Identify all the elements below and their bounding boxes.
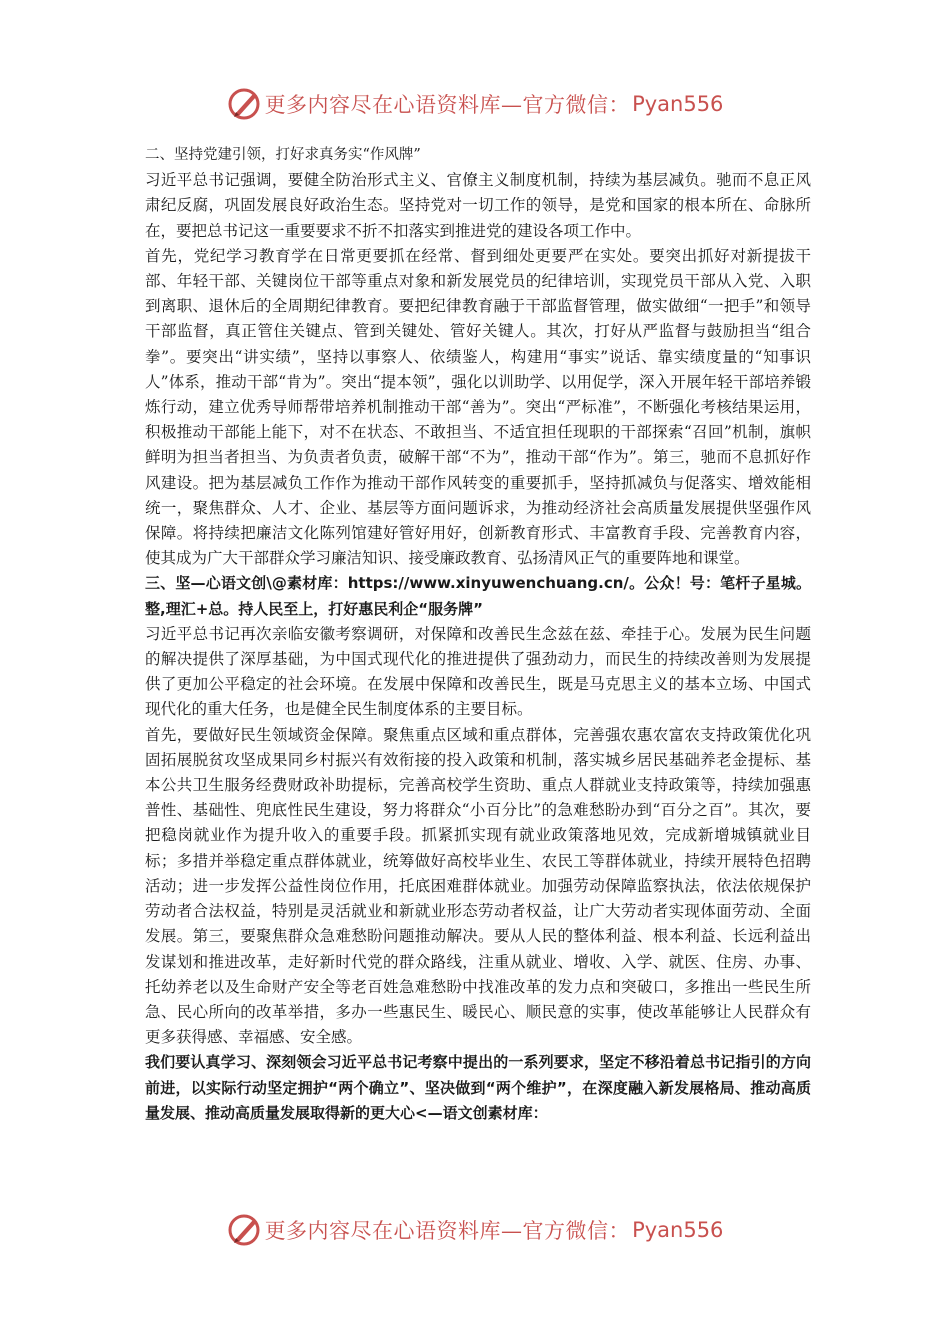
paragraph: 首先，党纪学习教育学在日常更要抓在经常、督到细处更要严在实处。要突出抓好对新提拔干部、年轻干部、关键岗位干部等重点对象和新发展党员的纪律培训，实现党员干部从入党、入职到离职、退休后的全周期纪律教育。要把纪律教育融于干部监督管理，做实做细“一把手”和领导干部监督，真正管住关键点、管到关键处、管好关键人。其次，打好从严监督与鼓励担当“组合拳”。要突出“讲实绩”，坚持以事察人、依绩鉴人，构建用“事实”说话、靠实绩度量的“知事识人”体系，推动干部“肯为”。突出“提本领”，强化以训助学、以用促学，深入开展年轻干部培养锻炼行动，建立优秀导师帮带培养机制推动干部“善为”。突出“严标准”，不断强化考核结果运用，积极推动干部能上能下，对不在状态、不敢担当、不适宜担任现职的干部探索“召回”机制，旗帜鲜明为担当者担当、为负责者负责，破解干部“不为”，推动干部“作为”。第三，驰而不息抓好作风建设。把为基层减负工作作为推动干部作风转变的重要抓手，坚持抓减负与促落实、增效能相统一，聚焦群众、人才、企业、基层等方面问题诉求，为推动经济社会高质量发展提供坚强作风保障。将持续把廉洁文化陈列馆建好管好用好，创新教育形式、丰富教育手段、完善教育内容，使其成为广大干部群众学习廉洁知识、接受廉政教育、弘扬清风正气的重要阵地和课堂。	[145, 246, 811, 568]
banner-text: 更多内容尽在心语资料库—官方微信：	[264, 93, 631, 117]
header-watermark-banner	[0, 82, 950, 126]
pen-logo-icon	[227, 87, 261, 121]
section-heading-2: 二、坚持党建引领，打好求真务实“作风牌”	[145, 147, 421, 163]
banner-text: 更多内容尽在心语资料库—官方微信：	[264, 1219, 631, 1243]
paragraph: 首先，要做好民生领域资金保障。聚焦重点区域和重点群体，完善强农惠农富农支持政策优化巩固拓展脱贫攻坚成果同乡村振兴有效衔接的投入政策和机制，落实城乡居民基础养老金提标、基本公共卫生服务经费财政补助提标，完善高校学生资助、重点人群就业支持政策等，持续加强惠普性、基础性、兜底性民生建设，努力将群众“小百分比”的急难愁盼办到“百分之百”。其次，要把稳岗就业作为提升收入的重要手段。抓紧抓实现有就业政策落地见效，完成新增城镇就业目标；多措并举稳定重点群体就业，统筹做好高校毕业生、农民工等群体就业，持续开展特色招聘活动；进一步发挥公益性岗位作用，托底困难群体就业。加强劳动保障监察执法，依法依规保护劳动者合法权益，特别是灵活就业和新就业形态劳动者权益，让广大劳动者实现体面劳动、全面发展。第三，要聚焦群众急难愁盼问题推动解决。要从人民的整体利益、根本利益、长远利益出发谋划和推进改革，走好新时代党的群众路线，注重从就业、增收、入学、就医、住房、办事、托幼养老以及生命财产安全等老百姓急难愁盼中找准改革的发力点和突破口，多推出一些民生所急、民心所向的改革举措，多办一些惠民生、暖民心、顺民意的实事，使改革能够让人民群众有更多获得感、幸福感、安全感。	[145, 725, 811, 1047]
section-heading-3: 三、坚—心语文创\@素材库：https://www.xinyuwenchuang.cn/。公众！号：笔杆子星城。整,理汇+总。持人民至上，打好惠民利企“服务牌”	[145, 574, 811, 618]
wechat-id: Pyan556	[632, 1218, 724, 1242]
closing-paragraph: 我们要认真学习、深刻领会习近平总书记考察中提出的一系列要求，坚定不移沿着总书记指引的方向前进，以实际行动坚定拥护“两个确立”、坚决做到“两个维护”，在深度融入新发展格局、推动高质量发展、推动高质量发展取得新的更大心<—语文创素材库：	[145, 1053, 811, 1122]
paragraph: 习近平总书记再次亲临安徽考察调研，对保障和改善民生念兹在兹、牵挂于心。发展为民生问题的解决提供了深厚基础，为中国式现代化的推进提供了强劲动力，而民生的持续改善则为发展提供了更加公平稳定的社会环境。在发展中保障和改善民生，既是马克思主义的基本立场、中国式现代化的重大任务，也是健全民生制度体系的主要目标。	[145, 624, 811, 719]
document-body	[145, 143, 811, 1126]
paragraph: 习近平总书记强调，要健全防治形式主义、官僚主义制度机制，持续为基层减负。驰而不息正风肃纪反腐，巩固发展良好政治生态。坚持党对一切工作的领导，是党和国家的根本所在、命脉所在，要把总书记这一重要要求不折不扣落实到推进党的建设各项工作中。	[145, 171, 811, 240]
footer-watermark-banner	[0, 1208, 950, 1252]
pen-logo-icon	[227, 1213, 261, 1247]
wechat-id: Pyan556	[632, 92, 724, 116]
